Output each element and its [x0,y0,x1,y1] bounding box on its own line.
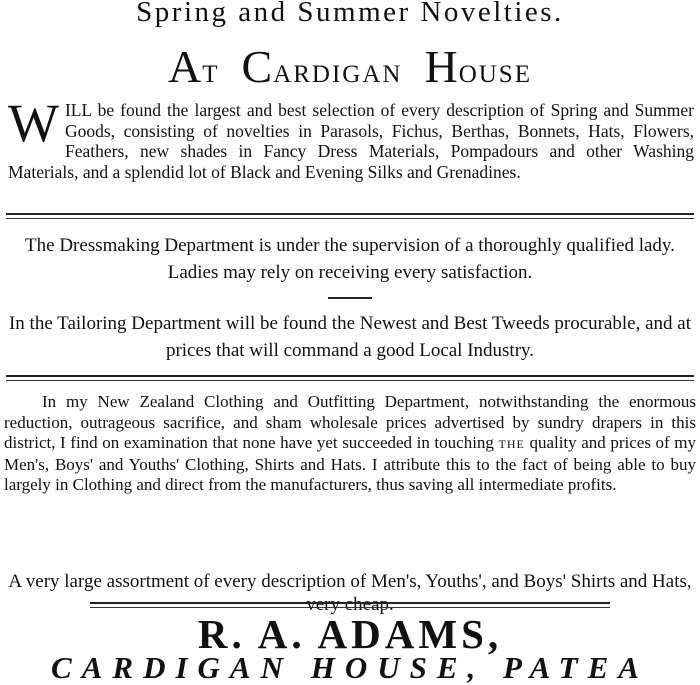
intro-paragraph [8,93,694,182]
intro-text: ILL be found the largest and best selection of every description of Spring and Summer Goods, consisting of novelties in Parasols, Fichus, Berthas, Bonnets, Hats, Flowers, Feathers, new shades in Fancy Dress Materials, Pompadours and other Washing Materials, and a splendid lot of Black and Evening Silks and Grenadines. [8,100,694,182]
store-title-rest-a: T [202,61,220,88]
tailoring-paragraph: In the Tailoring Department will be found the Newest and Best Tweeds procurable, and at prices that will command a good Local Industry. [8,313,692,361]
divider-short [328,297,372,299]
store-title [0,41,700,92]
clothing-paragraph [4,392,696,496]
clothing-text-part-1: In my New Zealand Clothing and Outfitting Department, notwithstanding the enormous reduction, outrageous sacrifice, and sham wholesale prices advertised by sundry drapers in this district, I find on examination that none have yet succeeded in touching [4,392,696,452]
store-title-rest-h: OUSE [458,61,532,88]
clothing-text-part-2: quality and prices of my Men's, Boys' and Youths' Clothing, Shirts and Hats. I attribute this to the fact of being able to buy largely in Clothing and direct from the manufacturers, thus saving all intermediate profits. [4,433,697,494]
store-title-rest-c: ARDIGAN [273,61,403,88]
divider-double-1 [6,213,694,215]
divider-signature [90,602,610,604]
store-title-initial-c: C [241,41,274,92]
dressmaking-paragraph: The Dressmaking Department is under the supervision of a thoroughly qualified lady. Ladies may rely on receiving every satisfaction. [25,235,675,283]
assortment-paragraph: A very large assortment of every description of Men's, Youths', and Boys' Shirts and Hats, very cheap. [8,571,692,615]
store-address: CARDIGAN HOUSE, PATEA [51,650,649,685]
proprietor-name: R. A. ADAMS, [197,611,503,657]
headline: Spring and Summer Novelties. [136,0,564,28]
divider-double-2 [6,375,694,377]
clothing-the-smallcaps: THE [498,437,525,451]
store-title-initial-h: H [424,41,459,92]
drop-cap: W [8,93,59,153]
store-title-initial-a: A [167,41,203,92]
